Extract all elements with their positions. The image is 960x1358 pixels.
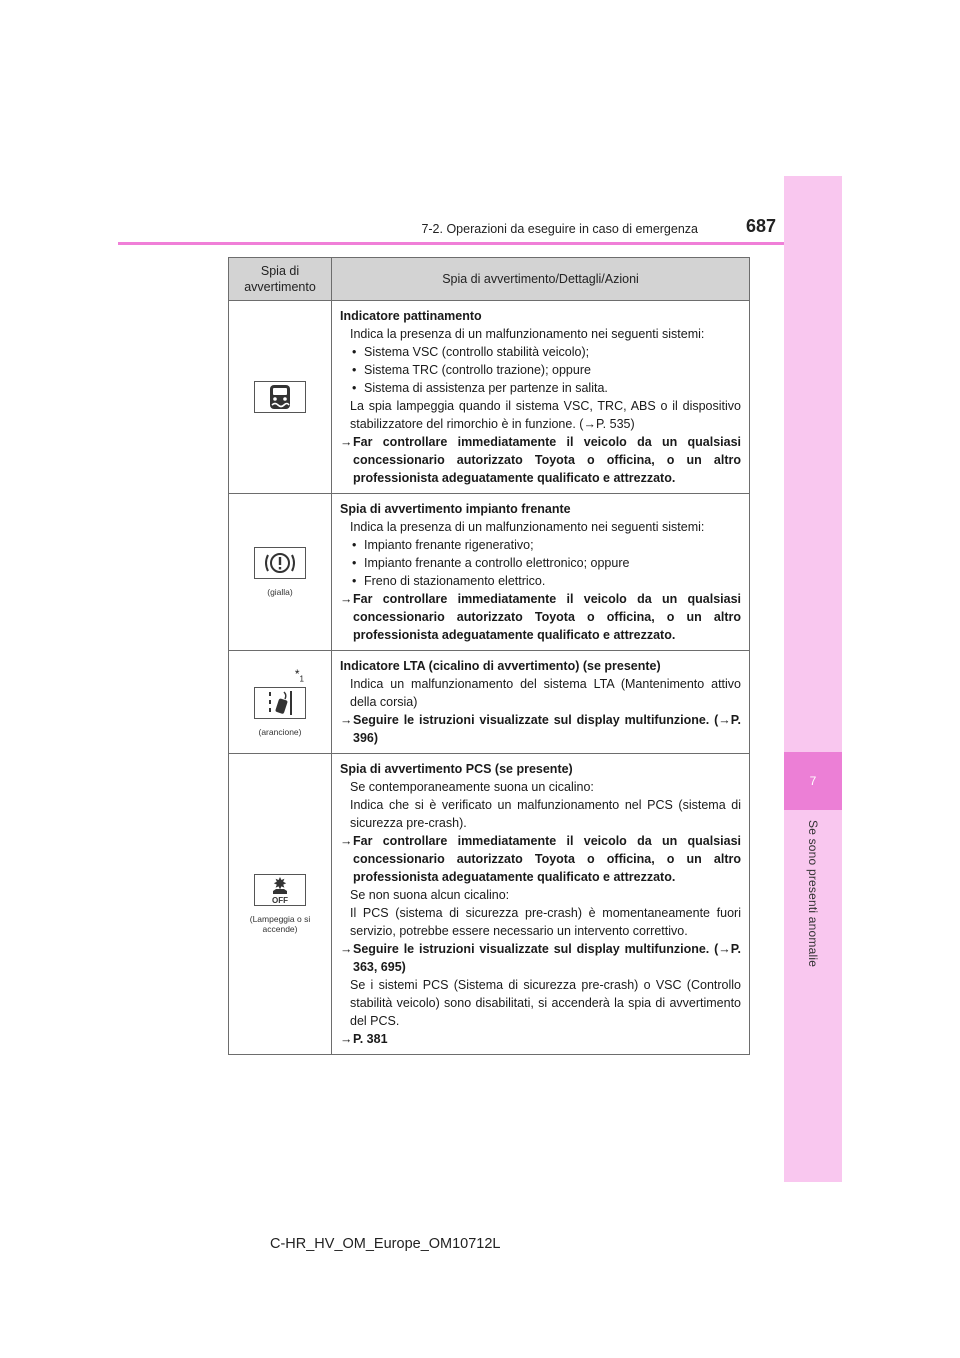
table-row [229,754,750,1055]
bullet-item: • Freno di stazionamento elettrico. [352,574,546,588]
row-title: Indicatore pattinamento [340,309,482,323]
row-intro: Indica la presenza di un malfunzionamento nei seguenti sistemi: [350,327,705,341]
icon-cell [229,494,332,651]
section-title: 7-2. Operazioni da eseguire in caso di emergenza [421,222,698,236]
warning-lights-table [228,257,750,1055]
table-row [229,651,750,754]
row-action: → Far controllare immediatamente il veicolo da un qualsiasi concessionario autorizzato Toyota o officina, o un altro professionista adeguatamente qualificato e attrezzato. [340,592,741,642]
details-cell [332,754,750,1055]
icon-caption: (gialla) [267,587,293,597]
bullet-item: • Sistema TRC (controllo trazione); oppure [352,363,591,377]
pcs-off-icon [254,874,306,906]
bullet-item: • Impianto frenante a controllo elettronico; oppure [352,556,630,570]
chapter-label-container [784,820,842,1180]
icon-cell [229,754,332,1055]
row-action: → Seguire le istruzioni visualizzate sul display multifunzione. (→P. 363, 695) [340,942,741,974]
icon-caption: (Lampeggia o si accende) [249,914,311,934]
table-header-row [229,258,750,301]
lane-trace-icon [254,687,306,719]
row-intro: Indica un malfunzionamento del sistema LTA (Mantenimento attivo della corsia) [350,677,741,709]
bullet-item: • Sistema di assistenza per partenze in salita. [352,381,608,395]
case-text: Se i sistemi PCS (Sistema di sicurezza pre-crash) o VSC (Controllo stabilità veicolo) sono disabilitati, si accenderà la spia di avvertimento del PCS. [350,978,741,1028]
icon-cell [229,651,332,754]
row-action: → Seguire le istruzioni visualizzate sul display multifunzione. (→P. 396) [340,713,741,745]
details-cell [332,301,750,494]
row-intro: Indica la presenza di un malfunzionamento nei seguenti sistemi: [350,520,705,534]
col-header-warning-light: Spia di avvertimento [229,258,332,301]
brake-warning-icon [254,547,306,579]
chapter-number: 7 [784,752,842,810]
case-text: Indica che si è verificato un malfunzionamento nel PCS (sistema di sicurezza pre-crash). [350,798,741,830]
table-row [229,301,750,494]
chapter-label: Se sono presenti anomalie [806,820,820,968]
case-text: Il PCS (sistema di sicurezza pre-crash) è momentaneamente fuori servizio, potrebbe essere necessario un intervento correttivo. [350,906,741,938]
details-cell [332,651,750,754]
icon-caption: (arancione) [258,727,302,738]
slip-indicator-icon [254,381,306,413]
icon-cell [229,301,332,494]
row-action: → P. 381 [340,1032,388,1046]
row-action: → Far controllare immediatamente il veicolo da un qualsiasi concessionario autorizzato Toyota o officina, o un altro professionista adeguatamente qualificato e attrezzato. [340,435,741,485]
row-title: Spia di avvertimento impianto frenante [340,502,571,516]
row-title: Indicatore LTA (cicalino di avvertimento) (se presente) [340,659,661,673]
footnote-marker: $*_1$ [294,666,304,684]
row-title: Spia di avvertimento PCS (se presente) [340,762,573,776]
page-number: 687 [745,216,776,236]
table-row [229,494,750,651]
details-cell [332,494,750,651]
row-note: La spia lampeggia quando il sistema VSC, TRC, ABS o il dispositivo stabilizzatore del rimorchio è in funzione. (→P. 535) [350,399,741,431]
document-id: C-HR_HV_OM_Europe_OM10712L [270,1236,501,1252]
bullet-item: • Sistema VSC (controllo stabilità veicolo); [352,345,590,359]
svg-text:OFF: OFF [272,896,288,904]
case-heading: Se contemporaneamente suona un cicalino: [350,780,594,794]
header-divider [118,242,784,245]
case-heading: Se non suona alcun cicalino: [350,888,510,902]
bullet-item: • Impianto frenante rigenerativo; [352,538,534,552]
col-header-details: Spia di avvertimento/Dettagli/Azioni [332,258,750,301]
row-action: → Far controllare immediatamente il veicolo da un qualsiasi concessionario autorizzato Toyota o officina, o un altro professionista adeguatamente qualificato e attrezzato. [340,834,741,884]
